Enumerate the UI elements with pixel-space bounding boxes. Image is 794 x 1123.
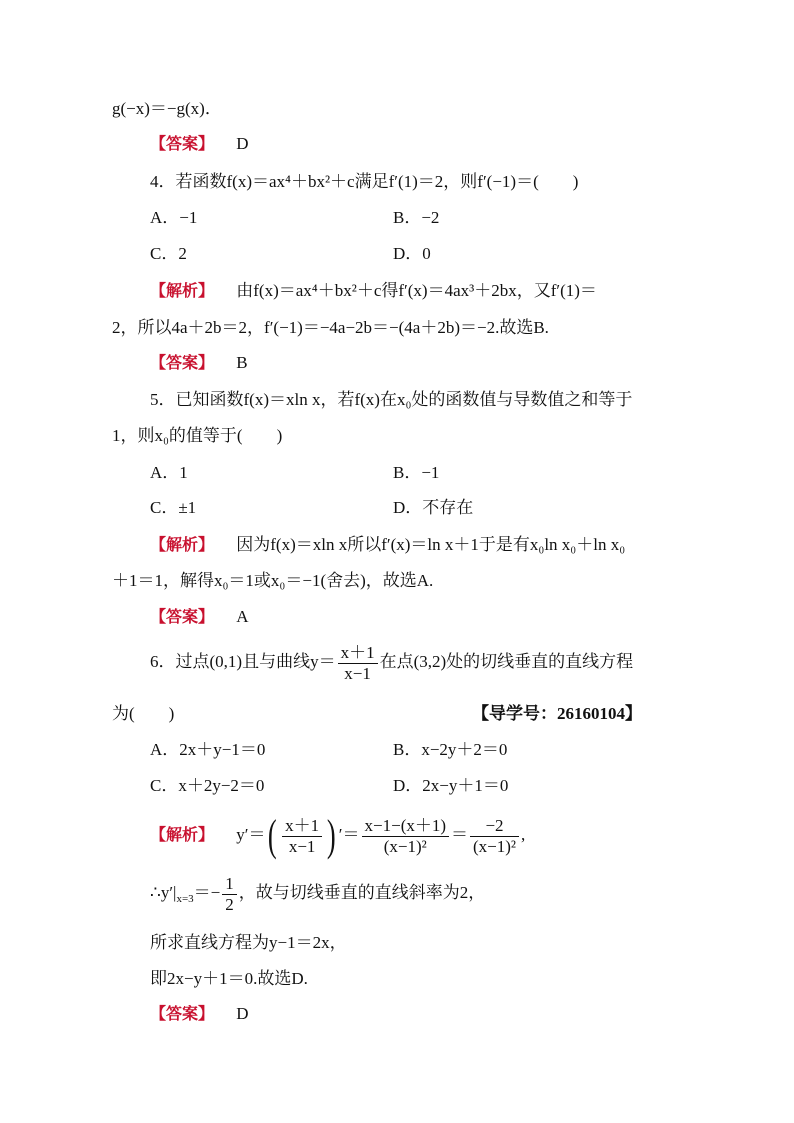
analysis-label: 【解析】 (150, 825, 215, 844)
option-text: B．−1 (393, 463, 440, 482)
question-6 (150, 642, 633, 684)
analysis-text: 由f(x)＝ax⁴＋bx²＋c得f′(x)＝4ax³＋2bx，又f′(1)＝ (236, 281, 597, 300)
denominator: (x−1)² (383, 836, 427, 856)
analysis-text: 所求直线方程为y−1＝2x， (150, 933, 347, 952)
analysis-line (150, 534, 625, 556)
option-text: D．0 (393, 244, 431, 263)
answer-value: A (236, 607, 249, 626)
option-text: D．2x−y＋1＝0 (393, 776, 509, 795)
option-B (393, 462, 439, 484)
answer-line (150, 606, 249, 628)
fraction (470, 816, 519, 857)
option-A (150, 462, 188, 484)
option-text: C．±1 (150, 498, 197, 517)
left-paren: ( (268, 811, 278, 861)
analysis-line (150, 968, 308, 990)
fraction (338, 643, 378, 684)
fraction (222, 874, 237, 915)
question-5 (150, 389, 632, 411)
option-text: B．−2 (393, 208, 440, 227)
numerator: x−1−(x＋1) (362, 816, 450, 837)
equals: ＝ (451, 825, 469, 844)
option-text: C．x＋2y−2＝0 (150, 776, 265, 795)
denominator: (x−1)² (473, 836, 517, 856)
question-6-cont (112, 703, 174, 725)
analysis-line (112, 317, 549, 339)
answer-line (150, 352, 248, 374)
text: g(−x)＝−g(x)． (112, 99, 222, 118)
answer-line (150, 1003, 249, 1025)
numerator: −2 (470, 816, 519, 837)
text-line (112, 98, 222, 120)
option-D (393, 775, 508, 797)
prime: ′ (338, 825, 343, 844)
denominator: x−1 (288, 836, 316, 856)
analysis-label: 【解析】 (150, 535, 215, 554)
answer-label: 【答案】 (150, 1004, 215, 1023)
option-D (393, 497, 473, 519)
numerator: x＋1 (282, 816, 322, 837)
analysis-text: ∴y′| (150, 883, 177, 902)
answer-value: D (236, 134, 249, 153)
analysis-line (150, 280, 597, 302)
analysis-label: 【解析】 (150, 281, 215, 300)
question-text: 为( ) (112, 704, 175, 723)
question-4 (150, 171, 578, 193)
analysis-line (150, 932, 347, 954)
fraction (282, 816, 322, 857)
answer-label: 【答案】 (150, 353, 215, 372)
option-C (150, 243, 187, 265)
answer-label: 【答案】 (150, 134, 215, 153)
option-C (150, 775, 264, 797)
equals: ＝ (342, 825, 360, 844)
denominator: x−1 (344, 663, 371, 683)
option-text: C．2 (150, 244, 187, 263)
analysis-text: 2，所以4a＋2b＝2，f′(−1)＝−4a−2b＝−(4a＋2b)＝−2.故选B. (112, 318, 549, 337)
subscript: x=3 (176, 893, 194, 905)
option-text: A．−1 (150, 208, 198, 227)
answer-value: B (236, 353, 248, 372)
option-text: D．不存在 (393, 498, 474, 517)
analysis-line (112, 570, 433, 592)
equals: ＝− (193, 883, 221, 902)
fraction (362, 816, 450, 857)
right-paren: ) (327, 811, 336, 861)
option-C (150, 497, 196, 519)
denominator: 2 (225, 894, 234, 914)
option-B (393, 739, 507, 761)
option-A (150, 207, 197, 229)
option-A (150, 739, 265, 761)
analysis-text: y′＝ (236, 825, 266, 844)
analysis-text: ＋1＝1，解得x₀＝1或x₀＝−1(舍去)，故选A. (112, 571, 434, 590)
option-text: B．x−2y＋2＝0 (393, 740, 508, 759)
question-5-cont (112, 425, 282, 447)
option-text: A．2x＋y−1＝0 (150, 740, 266, 759)
analysis-text: ，故与切线垂直的直线斜率为2， (238, 883, 486, 902)
analysis-line (150, 870, 485, 916)
question-text: 4．若函数f(x)＝ax⁴＋bx²＋c满足f′(1)＝2，则f′(−1)＝( ) (150, 172, 579, 191)
analysis-text: 因为f(x)＝xln x所以f′(x)＝ln x＋1于是有x₀ln x₀＋ln x₀ (236, 535, 626, 554)
guide-number-text: 【导学号：26160104】 (472, 704, 642, 723)
analysis-text: 即2x−y＋1＝0.故选D. (150, 969, 308, 988)
answer-label: 【答案】 (150, 607, 215, 626)
numerator: x＋1 (338, 643, 378, 664)
numerator: 1 (222, 874, 237, 895)
option-D (393, 243, 431, 265)
option-B (393, 207, 439, 229)
answer-line (150, 133, 249, 155)
question-text: 1，则x₀的值等于( ) (112, 426, 283, 445)
question-text: 6．过点(0,1)且与曲线y＝ (150, 652, 336, 671)
analysis-line (150, 810, 525, 860)
answer-value: D (236, 1004, 249, 1023)
guide-number (472, 703, 642, 725)
comma: , (521, 825, 526, 844)
question-text: 在点(3,2)处的切线垂直的直线方程 (379, 652, 634, 671)
question-text: 5．已知函数f(x)＝xln x，若f(x)在x₀处的函数值与导数值之和等于 (150, 390, 633, 409)
option-text: A．1 (150, 463, 188, 482)
